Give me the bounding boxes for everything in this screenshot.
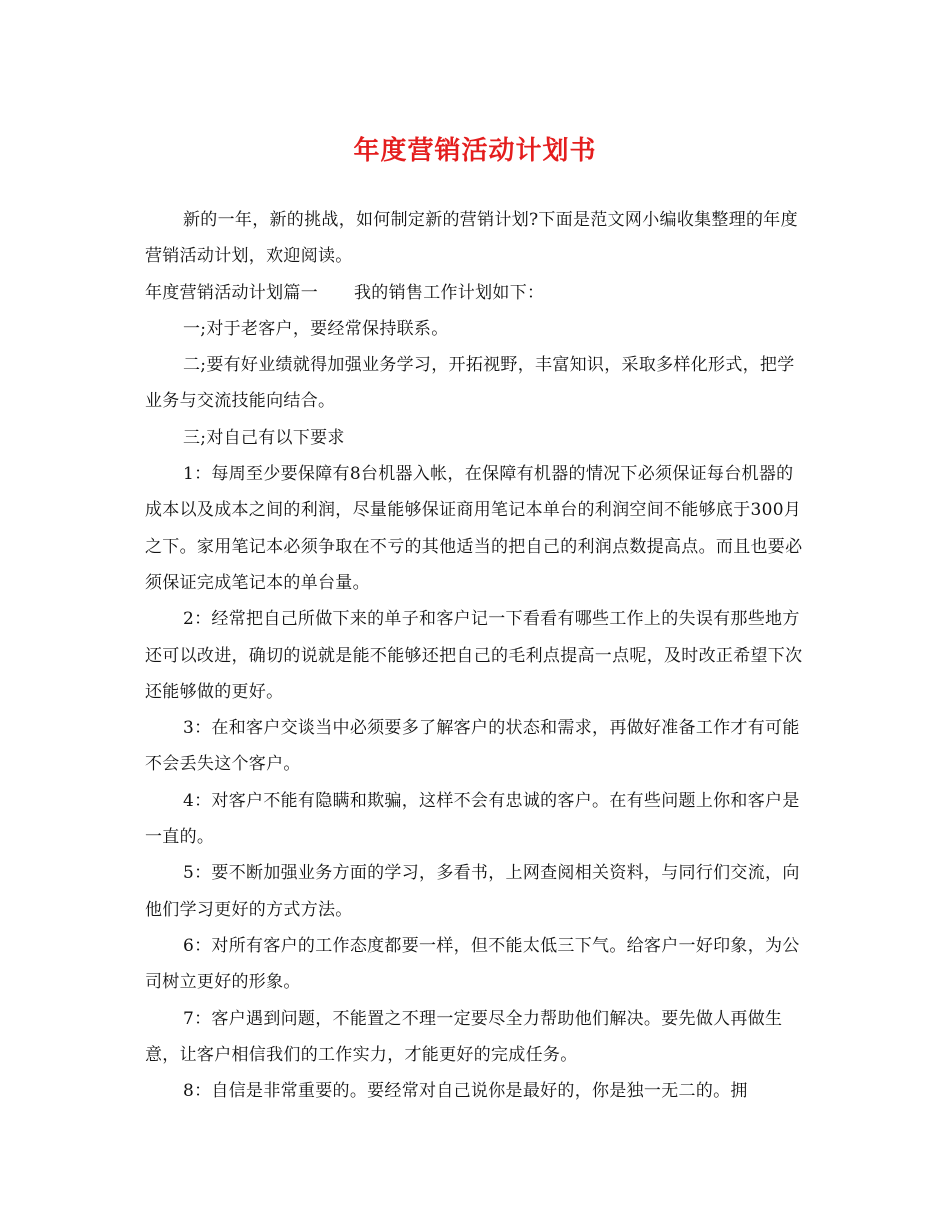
section-heading: 年度营销活动计划篇一 — [145, 282, 318, 303]
paragraph-1: 一;对于老客户，要经常保持联系。 — [183, 318, 449, 339]
section-lead: 我的销售工作计划如下： — [354, 282, 545, 303]
section-heading-line — [145, 275, 807, 311]
paragraph-5: 2：经常把自己所做下来的单子和客户记一下看看有哪些工作上的失误有那些地方还可以改进，确切的说就是能不能够还把自己的毛利点提高一点呢，及时改正希望下次还能够做的更好。 — [145, 609, 803, 702]
document-title: 年度营销活动计划书 — [353, 136, 597, 166]
paragraph-8: 5：要不断加强业务方面的学习，多看书，上网查阅相关资料，与同行们交流，向他们学习更好的方式方法。 — [145, 863, 800, 920]
paragraph-11: 8：自信是非常重要的。要经常对自己说你是最好的，你是独一无二的。拥 — [183, 1081, 748, 1102]
paragraph-6: 3：在和客户交谈当中必须要多了解客户的状态和需求，再做好准备工作才有可能不会丢失这个客户。 — [145, 718, 800, 775]
paragraph-9: 6：对所有客户的工作态度都要一样，但不能太低三下气。给客户一好印象，为公司树立更好的形象。 — [145, 935, 800, 993]
paragraph-4: 1：每周至少要保障有8台机器入帐，在保障有机器的情况下必须保证每台机器的成本以及成本之间的利润，尽量能够保证商用笔记本单台的利润空间不能够底于300月之下。家用笔记本必须争取在不亏的其他适当的把自己的利润点数提高点。而且也要必须保证完成笔记本的单台量。 — [145, 464, 803, 593]
paragraph-7: 4：对客户不能有隐瞒和欺骗，这样不会有忠诚的客户。在有些问题上你和客户是一直的。 — [145, 790, 800, 848]
paragraph-3: 三;对自己有以下要求 — [183, 427, 345, 448]
paragraph-10: 7：客户遇到问题，不能置之不理一定要尽全力帮助他们解决。要先做人再做生意，让客户相信我们的工作实力，才能更好的完成任务。 — [145, 1008, 783, 1065]
document-body — [145, 202, 807, 1109]
paragraph-2: 二;要有好业绩就得加强业务学习，开拓视野，丰富知识，采取多样化形式，把学业务与交流技能向结合。 — [145, 355, 795, 412]
intro-paragraph: 新的一年，新的挑战，如何制定新的营销计划?下面是范文网小编收集整理的年度营销活动计划，欢迎阅读。 — [145, 210, 798, 267]
